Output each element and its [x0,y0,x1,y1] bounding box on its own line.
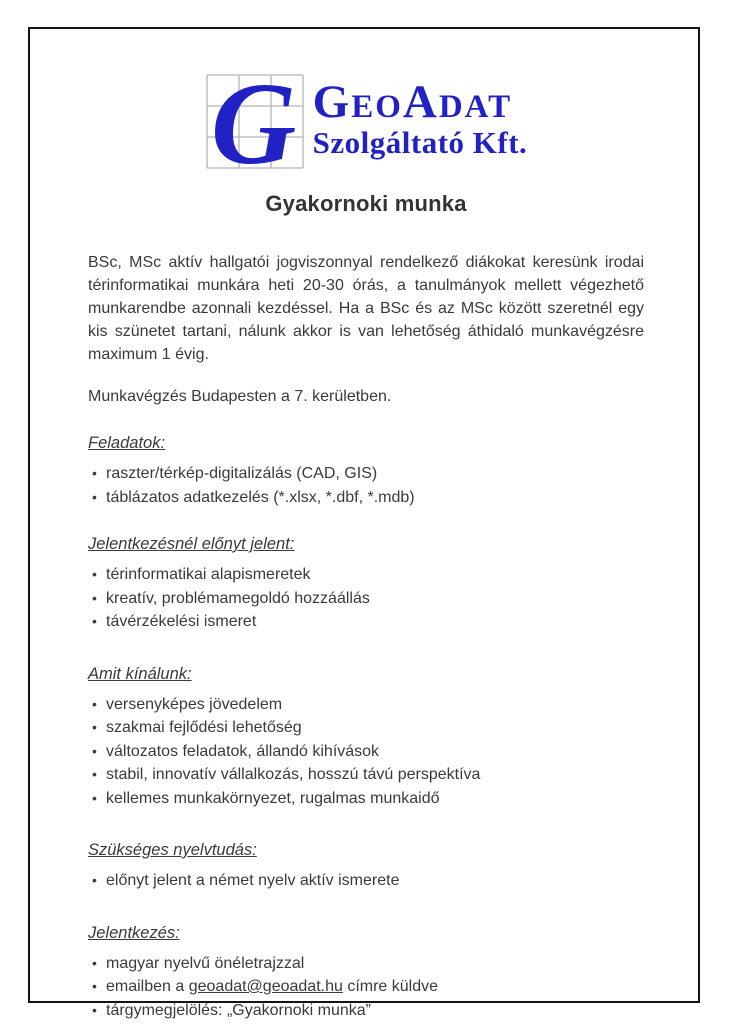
page-border-frame [28,27,700,1019]
section-amit-kinalunk [88,663,644,811]
list-item: • előnyt jelent a német nyelv aktív ismerete [88,869,644,893]
nyelvtudas-list [88,869,644,893]
list-item: • változatos feladatok, állandó kihívások [88,740,644,764]
list-item: • tárgymegjelölés: „Gyakornoki munka” [88,999,644,1023]
list-item: • szakmai fejlődési lehetőség [88,716,644,740]
intro-paragraph: BSc, MSc aktív hallgatói jogviszonnyal rendelkező diákokat keresünk irodai térinformatikai munkára heti 20-30 órás, a tanulmányok mellett végezhető munkarendbe azonnali kezdéssel. Ha a BSc és az MSc között szeretnél egy kis szünetet tartani, nálunk akkor is van lehetőség áthidaló munkavégzésre maximum 1 évig. [88,254,644,363]
geoadat-logo [88,58,644,189]
email-line-suffix: címre küldve [342,978,439,995]
section-feladatok [88,432,644,509]
jelentkezes-list [88,952,644,1023]
section-heading-elonyt: Jelentkezésnél előnyt jelent: [88,535,295,553]
list-item-email [88,975,644,999]
logo-wordmark [313,73,528,160]
location-line: Munkavégzés Budapesten a 7. kerületben. [88,388,392,405]
list-item: • versenyképes jövedelem [88,693,644,717]
section-jelentkezes [88,922,644,1023]
section-heading-nyelvtudas: Szükséges nyelvtudás: [88,841,257,859]
list-item: • távérzékelési ismeret [88,610,644,634]
amit-kinalunk-list [88,693,644,811]
page-title: Gyakornoki munka [265,191,467,216]
feladatok-list [88,462,644,509]
list-item: • stabil, innovatív vállalkozás, hosszú távú perspektíva [88,763,644,787]
section-heading-feladatok: Feladatok: [88,434,166,452]
logo-company-subtitle: Szolgáltató Kft. [312,125,528,160]
list-item: • raszter/térkép-digitalizálás (CAD, GIS) [88,462,644,486]
email-link[interactable]: geoadat@geoadat.hu [188,978,343,995]
geoadat-logo-icon [205,58,307,189]
section-heading-amit-kinalunk: Amit kínálunk: [88,664,192,683]
logo-company-name: GeoAdat [312,76,513,128]
list-item: • kreatív, problémamegoldó hozzáállás [88,587,644,611]
list-item: • magyar nyelvű önéletrajzzal [88,952,644,976]
list-item: • táblázatos adatkezelés (*.xlsx, *.dbf, *.mdb) [88,486,644,510]
section-nyelvtudas [88,839,644,893]
logo-monogram: G [210,58,296,189]
elonyt-list [88,563,644,634]
list-item: • térinformatikai alapismeretek [88,563,644,587]
list-item: • kellemes munkakörnyezet, rugalmas munkaidő [88,787,644,811]
section-elonyt [88,533,644,634]
email-line-prefix: emailben a [106,978,189,995]
section-heading-jelentkezes: Jelentkezés: [88,923,180,942]
